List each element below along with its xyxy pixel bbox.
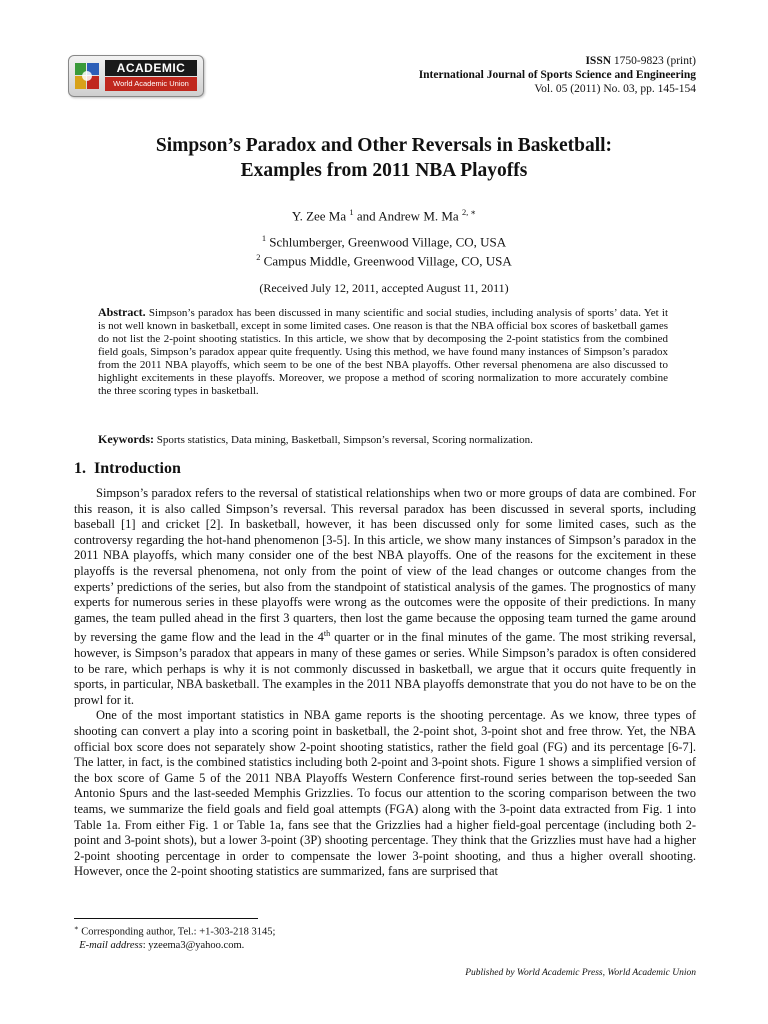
paragraph-1-part-1: Simpson’s paradox refers to the reversal of statistical relationships when two or more groups of data are combined. For this reason, it is also called Simpson’s reversal. This reversal paradox has been discussed in several sports, including baseball [1] and cricket [2]. In basketball, however, it has been discussed only for some limited cases, such as the controversy regarding the hot-hand phenomenon [3-5]. In this article, we show many instances of Simpson’s paradox in the 2011 NBA playoffs, which many consider one of the best NBA playoffs. One of the reasons for the excitement in these playoffs is the reversal phenomena, not only from the point of view of the lead changes or outcome changes from the experts’ predictions of the series, but also from the standpoint of statistical analysis of the games. The prognostics of many experts for numerous series in these playoffs were wrong as the outcomes were the opposite of their predictions. In many games, the team pulled ahead in the first 3 quarters, then lost the game because the opposing team turned the game around by reversing the game flow and the lead in the 4 [74, 486, 696, 645]
footnote-contact: Corresponding author, Tel.: +1-303-218 3145; [81, 926, 276, 938]
paragraph-1 [74, 486, 696, 708]
abstract [98, 306, 668, 398]
email-label: E-mail address [79, 939, 143, 951]
journal-name: International Journal of Sports Science and Engineering [418, 69, 696, 81]
author-2-affiliation: 2, ∗ [461, 207, 477, 217]
section-heading [74, 460, 181, 478]
section-title: Introduction [94, 460, 181, 477]
title-line-2: Examples from 2011 NBA Playoffs [240, 160, 528, 181]
paragraph-2: One of the most important statistics in NBA game reports is the shooting percentage. As we know, three types of shooting can convert a play into a scoring point in basketball, the 2-point shot, 3-point shot and free throw. Yet, the NBA official box score does not separately show 2-point shooting statistics, rather the field goal (FG) and its percentage [6-7]. The latter, in fact, is the combined statistics including both 2-point and 3-point shots. Figure 1 shows a simplified version of the box score of Game 5 of the 2011 NBA Playoffs Western Conference first-round series between the top-seeded San Antonio Spurs and the last-seeded Memphis Grizzlies. To focus our attention to the scoring comparison between the two teams, we summarize the field goals and field goal attempts (FGA) along with the 3-point data extracted from Fig. 1 into Table 1a. From either Fig. 1 or Table 1a, fans see that the Grizzlies had a higher field-goal percentage (including both 2-point and 3-point shots), but a lower 3-point (3P) shooting percentage. They think that the Grizzlies must have had a higher 2-point shooting percentage in order to compensate the lower 3-point shooting, and thus a higher overall shooting. However, once the 2-point shooting statistics are summarized, fans are surprised that [74, 708, 696, 879]
page-footer: Published by World Academic Press, World Academic Union [465, 968, 696, 978]
affiliation-2 [60, 252, 708, 269]
paragraph-1-superscript: th [323, 629, 331, 639]
issn-value: 1750-9823 (print) [613, 55, 696, 67]
footnote-line-2 [74, 939, 275, 952]
authors-and: and [356, 208, 376, 224]
received-dates: (Received July 12, 2011, accepted August 11, 2011) [259, 281, 509, 295]
authors [60, 207, 708, 224]
abstract-label: Abstract. [98, 305, 146, 319]
logo-title: ACADEMIC [105, 60, 197, 76]
affiliation-2-text: Campus Middle, Greenwood Village, CO, USA [263, 253, 512, 269]
footnote-rule [74, 918, 258, 919]
abstract-text: Simpson’s paradox has been discussed in many scientific and social studies, including analysis of sports’ data. Yet it is not well known in basketball, except in some limited cases. One reason is that the NBA official box scores of basketball games do not list the 2-point shooting statistics. In this article, we show that by decomposing the 2-point statistics from the combined field goals, Simpson’s paradox appear quite frequently. Using this method, we have found many instances of Simpson’s paradox from the 2011 NBA playoffs, which seem to be one of the best NBA playoffs. Other reversal phenomena are also discussed to highlight excitements in these playoffs. Moreover, we propose a method of scoring normalization to more accurately combine the three scoring types in basketball. [98, 307, 668, 397]
logo-mark-icon [74, 61, 100, 91]
body-text [74, 486, 696, 880]
author-1-affiliation: 1 [349, 207, 354, 217]
affiliation-2-number: 2 [256, 252, 261, 262]
logo-subtitle: World Academic Union [105, 77, 197, 91]
footnote-symbol: ∗ [74, 925, 79, 932]
issn-line [419, 54, 696, 68]
keywords-text: Sports statistics, Data mining, Basketball, Simpson’s reversal, Scoring normalization. [156, 434, 533, 446]
journal-volume: Vol. 05 (2011) No. 03, pp. 145-154 [534, 83, 696, 95]
affiliation-1 [60, 233, 708, 250]
section-number: 1. [74, 460, 86, 477]
author-2: Andrew M. Ma [378, 208, 459, 224]
footnote [74, 922, 275, 952]
email-address: : yzeema3@yahoo.com. [142, 939, 245, 951]
journal-header [419, 54, 696, 96]
affiliation-1-text: Schlumberger, Greenwood Village, CO, USA [269, 234, 507, 250]
keywords-label: Keywords: [98, 432, 154, 446]
author-1: Y. Zee Ma [291, 208, 347, 224]
affiliation-1-number: 1 [261, 233, 267, 243]
keywords [98, 432, 668, 447]
title-line-1: Simpson’s Paradox and Other Reversals in Basketball: [155, 135, 613, 156]
paper-title [60, 133, 708, 183]
paragraph-1-part-2: quarter or in the final minutes of the game. The most striking reversal, however, is Simpson’s paradox that appears in many of these games or series. While Simpson’s paradox is often considered to be rare, which perhaps is why it is not commonly discussed in basketball, we argue that it occurs quite frequently in sports, in particular, NBA basketball. The examples in the 2011 NBA playoffs demonstrate that you do not have to be on the prowl for it. [74, 630, 696, 707]
publisher-logo [68, 55, 204, 97]
issn-label: ISSN [585, 55, 612, 67]
footnote-line-1 [74, 922, 275, 939]
